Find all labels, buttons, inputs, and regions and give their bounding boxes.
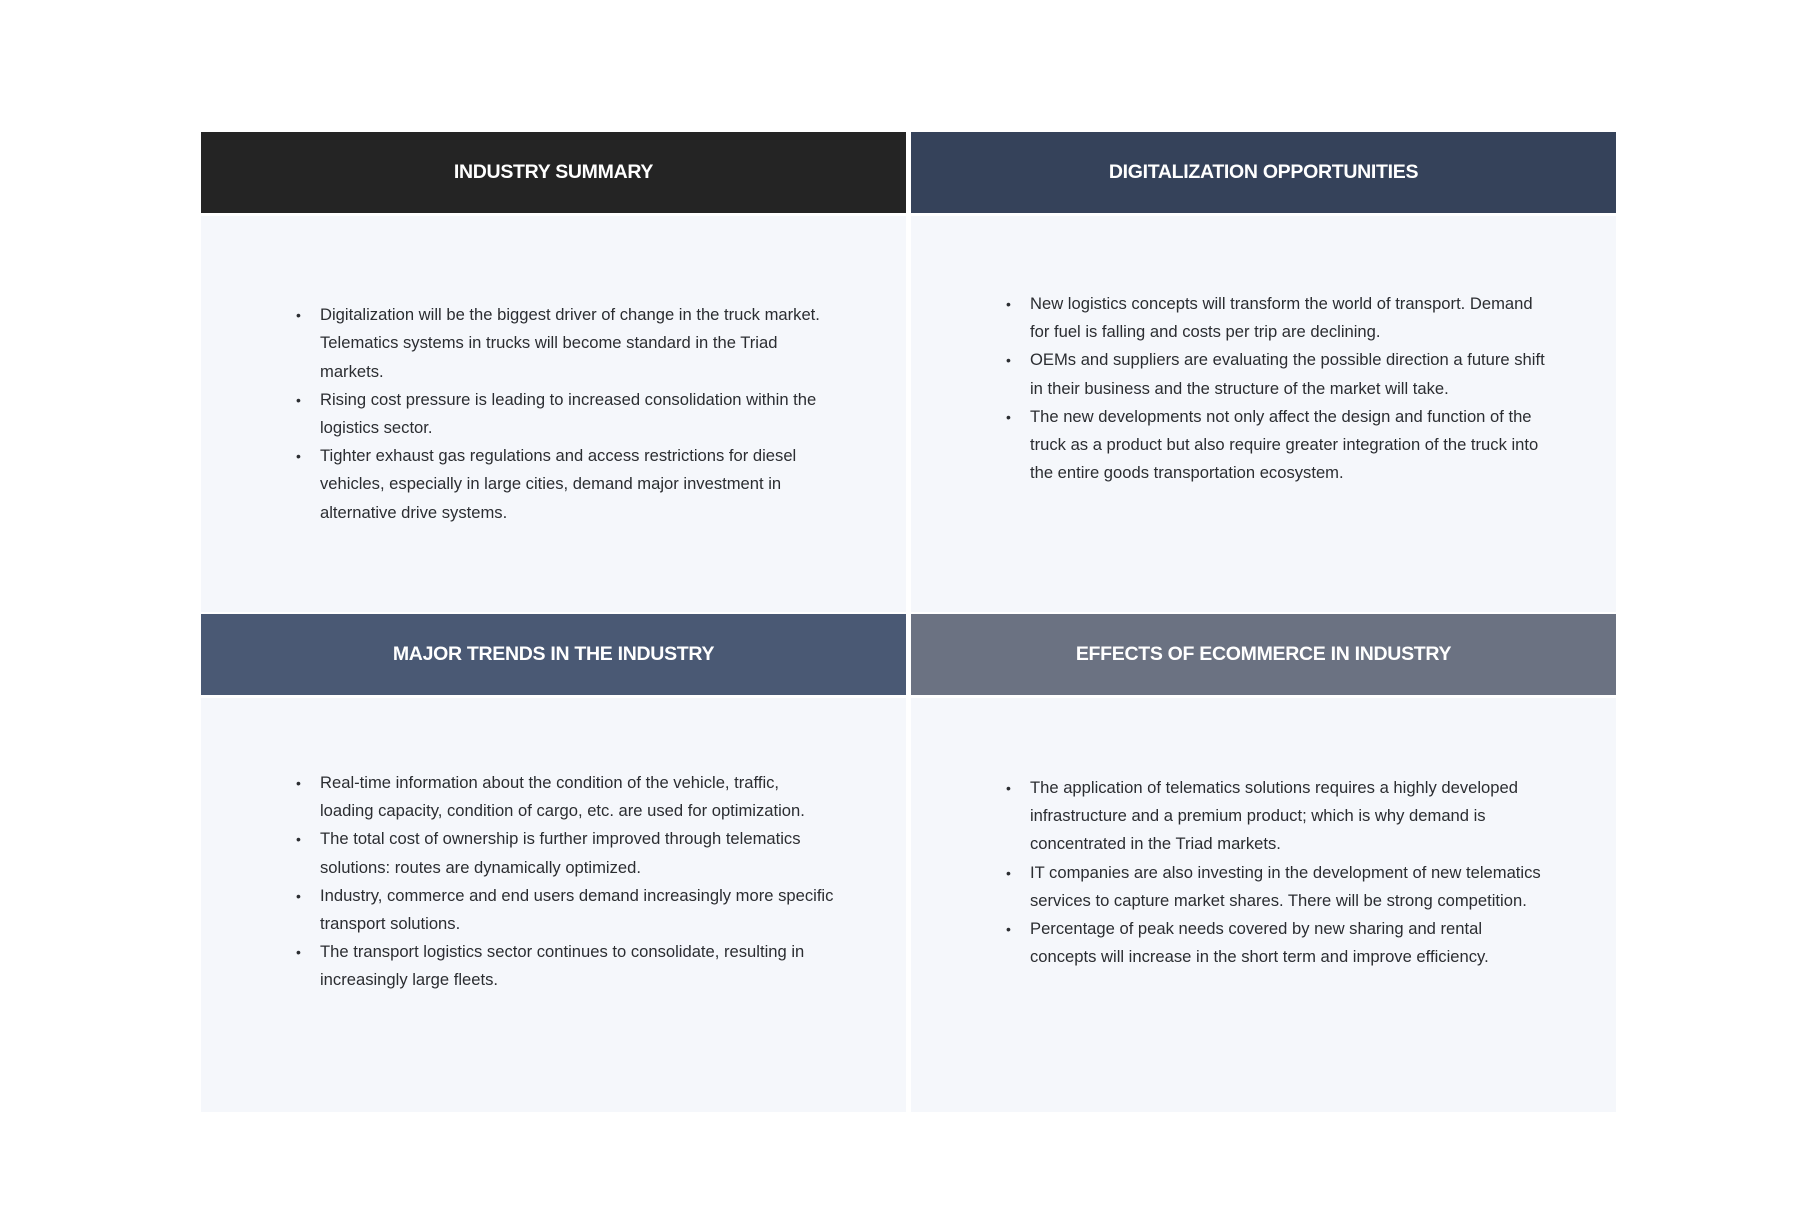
panel-body [911,216,1616,612]
bullet-item: • The transport logistics sector continues to consolidate, resulting in increasingly large fleets. [308,938,836,994]
panel-title: INDUSTRY SUMMARY [453,161,654,183]
panel-body [911,698,1616,1112]
panel-ecommerce-effects [911,614,1616,1112]
bullet-list [1005,774,1546,971]
bullet-item: • IT companies are also investing in the development of new telematics services to capture market shares. There will be strong competition. [1018,859,1546,915]
bullet-item: • The new developments not only affect the design and function of the truck as a product but also require greater integration of the truck into the entire goods transportation ecosystem. [1018,403,1546,488]
panel-header [911,614,1616,695]
panel-body [201,698,906,1112]
bullet-item: • Industry, commerce and end users demand increasingly more specific transport solutions. [308,882,836,938]
bullet-item: • Real-time information about the condition of the vehicle, traffic, loading capacity, condition of cargo, etc. are used for optimization. [308,769,836,825]
bullet-item: • Rising cost pressure is leading to increased consolidation within the logistics sector. [308,386,836,442]
bullet-item: • The total cost of ownership is further improved through telematics solutions: routes are dynamically optimized. [308,825,836,881]
bullet-list [295,301,836,527]
bullet-item: • Percentage of peak needs covered by new sharing and rental concepts will increase in the short term and improve efficiency. [1018,915,1546,971]
panel-body [201,216,906,612]
bullet-item: • The application of telematics solutions requires a highly developed infrastructure and a premium product; which is why demand is concentrated in the Triad markets. [1018,774,1546,859]
panel-header [911,132,1616,213]
panel-digitalization-opportunities [911,132,1616,612]
bullet-item: • OEMs and suppliers are evaluating the possible direction a future shift in their business and the structure of the market will take. [1018,346,1546,402]
panel-industry-summary [201,132,906,612]
bullet-list [295,769,836,995]
summary-grid [201,132,1616,1112]
bullet-item: • New logistics concepts will transform the world of transport. Demand for fuel is falling and costs per trip are declining. [1018,290,1546,346]
panel-title: EFFECTS OF ECOMMERCE IN INDUSTRY [1075,643,1452,665]
bullet-item: • Digitalization will be the biggest driver of change in the truck market. Telematics systems in trucks will become standard in the Triad markets. [308,301,836,386]
panel-major-trends [201,614,906,1112]
panel-header [201,614,906,695]
panel-title: DIGITALIZATION OPPORTUNITIES [1108,161,1419,183]
panel-header [201,132,906,213]
bullet-list [1005,290,1546,487]
panel-title: MAJOR TRENDS IN THE INDUSTRY [392,643,715,665]
bullet-item: • Tighter exhaust gas regulations and access restrictions for diesel vehicles, especially in large cities, demand major investment in alternative drive systems. [308,442,836,527]
